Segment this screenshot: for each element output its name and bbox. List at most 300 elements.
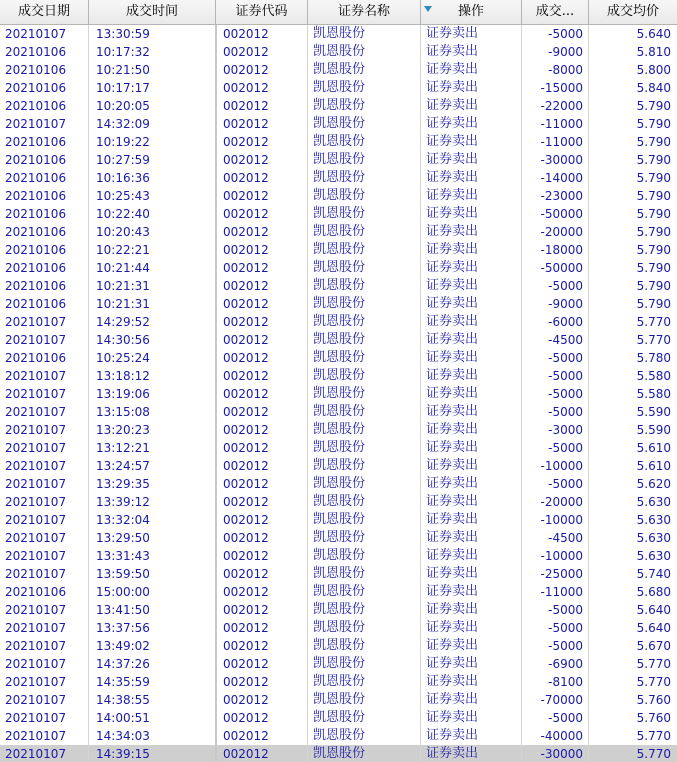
- cell-trade-time: 13:24:57: [96, 459, 150, 473]
- table-row[interactable]: [0, 241, 677, 259]
- cell-operation: 证券卖出: [426, 494, 479, 509]
- cell-security-code: 002012: [223, 477, 269, 491]
- cell-operation: 证券卖出: [426, 206, 479, 221]
- cell-trade-quantity: -6900: [548, 657, 583, 671]
- cell-security-name: 凯恩股份: [313, 44, 366, 59]
- cell-trade-date: 20210107: [5, 405, 67, 419]
- cell-average-price: 5.790: [636, 243, 671, 257]
- cell-security-name: 凯恩股份: [313, 530, 366, 545]
- cell-average-price: 5.770: [636, 675, 671, 689]
- cell-security-name: 凯恩股份: [313, 116, 366, 131]
- cell-operation: 证券卖出: [426, 692, 479, 707]
- cell-average-price: 5.770: [636, 333, 671, 347]
- cell-trade-date: 20210107: [5, 459, 67, 473]
- table-row[interactable]: [0, 439, 677, 457]
- cell-security-name: 凯恩股份: [313, 692, 366, 707]
- cell-average-price: 5.770: [636, 747, 671, 761]
- cell-trade-date: 20210107: [5, 531, 67, 545]
- cell-trade-date: 20210106: [5, 171, 67, 185]
- cell-trade-time: 13:20:23: [96, 423, 150, 437]
- cell-trade-time: 13:29:35: [96, 477, 150, 491]
- cell-security-name: 凯恩股份: [313, 710, 366, 725]
- cell-trade-quantity: -14000: [540, 171, 583, 185]
- table-row[interactable]: [0, 79, 677, 97]
- cell-average-price: 5.790: [636, 207, 671, 221]
- cell-security-name: 凯恩股份: [313, 638, 366, 653]
- table-row[interactable]: [0, 745, 677, 762]
- cell-security-code: 002012: [223, 27, 269, 41]
- column-divider: [88, 25, 89, 762]
- cell-security-name: 凯恩股份: [313, 62, 366, 77]
- table-row[interactable]: [0, 709, 677, 727]
- cell-operation: 证券卖出: [426, 566, 479, 581]
- cell-average-price: 5.800: [636, 63, 671, 77]
- cell-trade-time: 13:18:12: [96, 369, 150, 383]
- cell-trade-time: 13:15:08: [96, 405, 150, 419]
- cell-operation: 证券卖出: [426, 98, 479, 113]
- cell-trade-quantity: -70000: [540, 693, 583, 707]
- cell-security-name: 凯恩股份: [313, 80, 366, 95]
- table-row[interactable]: [0, 457, 677, 475]
- cell-security-code: 002012: [223, 621, 269, 635]
- cell-average-price: 5.680: [636, 585, 671, 599]
- cell-average-price: 5.790: [636, 261, 671, 275]
- table-row[interactable]: [0, 655, 677, 673]
- cell-trade-quantity: -10000: [540, 549, 583, 563]
- table-row[interactable]: [0, 331, 677, 349]
- cell-security-code: 002012: [223, 711, 269, 725]
- column-header-trade-time[interactable]: 成交时间: [89, 0, 216, 24]
- cell-operation: 证券卖出: [426, 224, 479, 239]
- cell-operation: 证券卖出: [426, 296, 479, 311]
- cell-security-name: 凯恩股份: [313, 548, 366, 563]
- cell-average-price: 5.670: [636, 639, 671, 653]
- cell-security-code: 002012: [223, 63, 269, 77]
- cell-security-code: 002012: [223, 495, 269, 509]
- cell-trade-time: 13:31:43: [96, 549, 150, 563]
- cell-operation: 证券卖出: [426, 656, 479, 671]
- cell-trade-time: 10:20:43: [96, 225, 150, 239]
- cell-trade-date: 20210107: [5, 639, 67, 653]
- cell-trade-date: 20210106: [5, 351, 67, 365]
- cell-operation: 证券卖出: [426, 260, 479, 275]
- cell-security-name: 凯恩股份: [313, 98, 366, 113]
- cell-average-price: 5.740: [636, 567, 671, 581]
- cell-trade-quantity: -5000: [548, 711, 583, 725]
- cell-operation: 证券卖出: [426, 422, 479, 437]
- table-row[interactable]: [0, 367, 677, 385]
- cell-trade-time: 10:27:59: [96, 153, 150, 167]
- cell-security-name: 凯恩股份: [313, 152, 366, 167]
- cell-security-name: 凯恩股份: [313, 206, 366, 221]
- cell-operation: 证券卖出: [426, 134, 479, 149]
- cell-security-name: 凯恩股份: [313, 728, 366, 743]
- cell-average-price: 5.780: [636, 351, 671, 365]
- table-row[interactable]: [0, 259, 677, 277]
- cell-average-price: 5.620: [636, 477, 671, 491]
- cell-trade-quantity: -30000: [540, 153, 583, 167]
- cell-security-name: 凯恩股份: [313, 440, 366, 455]
- cell-trade-time: 14:35:59: [96, 675, 150, 689]
- cell-trade-quantity: -3000: [548, 423, 583, 437]
- column-header-security-name[interactable]: 证券名称: [308, 0, 421, 24]
- table-body: [0, 25, 677, 762]
- cell-operation: 证券卖出: [426, 80, 479, 95]
- cell-average-price: 5.610: [636, 441, 671, 455]
- cell-trade-time: 14:30:56: [96, 333, 150, 347]
- cell-security-code: 002012: [223, 207, 269, 221]
- column-header-trade-date[interactable]: 成交日期: [0, 0, 89, 24]
- cell-average-price: 5.760: [636, 711, 671, 725]
- cell-trade-date: 20210106: [5, 207, 67, 221]
- cell-security-code: 002012: [223, 189, 269, 203]
- cell-security-code: 002012: [223, 603, 269, 617]
- cell-security-name: 凯恩股份: [313, 26, 366, 41]
- cell-trade-date: 20210107: [5, 441, 67, 455]
- cell-trade-time: 14:38:55: [96, 693, 150, 707]
- cell-average-price: 5.630: [636, 495, 671, 509]
- cell-trade-date: 20210106: [5, 279, 67, 293]
- cell-average-price: 5.630: [636, 549, 671, 563]
- cell-security-name: 凯恩股份: [313, 404, 366, 419]
- table-row[interactable]: [0, 691, 677, 709]
- cell-trade-date: 20210106: [5, 585, 67, 599]
- cell-trade-date: 20210106: [5, 261, 67, 275]
- cell-trade-time: 13:39:12: [96, 495, 150, 509]
- cell-security-code: 002012: [223, 693, 269, 707]
- cell-security-name: 凯恩股份: [313, 260, 366, 275]
- table-row[interactable]: [0, 529, 677, 547]
- cell-security-name: 凯恩股份: [313, 566, 366, 581]
- cell-trade-date: 20210106: [5, 81, 67, 95]
- table-row[interactable]: [0, 349, 677, 367]
- table-row[interactable]: [0, 493, 677, 511]
- table-row[interactable]: [0, 565, 677, 583]
- table-row[interactable]: [0, 115, 677, 133]
- cell-security-code: 002012: [223, 351, 269, 365]
- cell-trade-quantity: -40000: [540, 729, 583, 743]
- cell-trade-time: 13:19:06: [96, 387, 150, 401]
- cell-trade-date: 20210106: [5, 99, 67, 113]
- table-row[interactable]: [0, 583, 677, 601]
- cell-trade-time: 13:32:04: [96, 513, 150, 527]
- cell-trade-time: 10:25:24: [96, 351, 150, 365]
- cell-trade-quantity: -50000: [540, 207, 583, 221]
- cell-security-name: 凯恩股份: [313, 476, 366, 491]
- cell-trade-quantity: -9000: [548, 297, 583, 311]
- cell-trade-quantity: -9000: [548, 45, 583, 59]
- cell-trade-date: 20210107: [5, 315, 67, 329]
- cell-security-name: 凯恩股份: [313, 296, 366, 311]
- table-row[interactable]: [0, 223, 677, 241]
- cell-trade-quantity: -15000: [540, 81, 583, 95]
- cell-trade-quantity: -5000: [548, 351, 583, 365]
- cell-trade-time: 10:25:43: [96, 189, 150, 203]
- cell-operation: 证券卖出: [426, 26, 479, 41]
- cell-trade-quantity: -20000: [540, 225, 583, 239]
- column-divider: [307, 25, 308, 762]
- cell-trade-time: 10:19:22: [96, 135, 150, 149]
- cell-trade-quantity: -11000: [540, 585, 583, 599]
- table-row[interactable]: [0, 475, 677, 493]
- table-row[interactable]: [0, 385, 677, 403]
- cell-trade-quantity: -5000: [548, 621, 583, 635]
- cell-security-name: 凯恩股份: [313, 170, 366, 185]
- cell-security-name: 凯恩股份: [313, 602, 366, 617]
- cell-trade-date: 20210107: [5, 729, 67, 743]
- cell-trade-time: 14:34:03: [96, 729, 150, 743]
- cell-trade-time: 13:59:50: [96, 567, 150, 581]
- cell-operation: 证券卖出: [426, 512, 479, 527]
- table-row[interactable]: [0, 727, 677, 745]
- cell-security-code: 002012: [223, 567, 269, 581]
- cell-trade-quantity: -10000: [540, 513, 583, 527]
- cell-security-name: 凯恩股份: [313, 368, 366, 383]
- table-row[interactable]: [0, 511, 677, 529]
- column-divider: [521, 25, 522, 762]
- cell-security-name: 凯恩股份: [313, 188, 366, 203]
- cell-trade-quantity: -11000: [540, 117, 583, 131]
- cell-trade-quantity: -5000: [548, 441, 583, 455]
- cell-trade-quantity: -30000: [540, 747, 583, 761]
- cell-operation: 证券卖出: [426, 746, 479, 761]
- cell-security-name: 凯恩股份: [313, 584, 366, 599]
- table-row[interactable]: [0, 187, 677, 205]
- cell-security-code: 002012: [223, 297, 269, 311]
- cell-average-price: 5.630: [636, 531, 671, 545]
- table-row[interactable]: [0, 169, 677, 187]
- cell-trade-date: 20210107: [5, 603, 67, 617]
- table-row[interactable]: [0, 25, 677, 43]
- cell-trade-date: 20210107: [5, 549, 67, 563]
- table-row[interactable]: [0, 277, 677, 295]
- column-header-operation-label: 操作: [457, 4, 484, 19]
- cell-security-name: 凯恩股份: [313, 350, 366, 365]
- cell-operation: 证券卖出: [426, 638, 479, 653]
- sort-descending-icon: [424, 6, 432, 12]
- cell-operation: 证券卖出: [426, 620, 479, 635]
- cell-trade-quantity: -5000: [548, 369, 583, 383]
- cell-average-price: 5.640: [636, 27, 671, 41]
- cell-average-price: 5.770: [636, 315, 671, 329]
- cell-trade-date: 20210107: [5, 693, 67, 707]
- column-header-average-price[interactable]: 成交均价: [606, 4, 659, 19]
- cell-security-name: 凯恩股份: [313, 746, 366, 761]
- cell-trade-time: 14:00:51: [96, 711, 150, 725]
- cell-security-code: 002012: [223, 441, 269, 455]
- cell-trade-date: 20210107: [5, 333, 67, 347]
- table-row[interactable]: [0, 637, 677, 655]
- cell-operation: 证券卖出: [426, 170, 479, 185]
- table-row[interactable]: [0, 133, 677, 151]
- cell-trade-quantity: -5000: [548, 477, 583, 491]
- cell-average-price: 5.640: [636, 621, 671, 635]
- cell-security-code: 002012: [223, 153, 269, 167]
- table-row[interactable]: [0, 61, 677, 79]
- cell-trade-quantity: -20000: [540, 495, 583, 509]
- cell-average-price: 5.790: [636, 297, 671, 311]
- cell-security-code: 002012: [223, 135, 269, 149]
- cell-average-price: 5.590: [636, 405, 671, 419]
- cell-security-name: 凯恩股份: [313, 134, 366, 149]
- cell-average-price: 5.770: [636, 729, 671, 743]
- cell-security-code: 002012: [223, 459, 269, 473]
- cell-trade-date: 20210106: [5, 297, 67, 311]
- cell-trade-date: 20210107: [5, 747, 67, 761]
- cell-security-name: 凯恩股份: [313, 656, 366, 671]
- cell-trade-time: 10:21:44: [96, 261, 150, 275]
- cell-security-code: 002012: [223, 243, 269, 257]
- cell-security-name: 凯恩股份: [313, 674, 366, 689]
- cell-security-code: 002012: [223, 315, 269, 329]
- cell-security-name: 凯恩股份: [313, 278, 366, 293]
- cell-trade-time: 13:37:56: [96, 621, 150, 635]
- cell-security-code: 002012: [223, 405, 269, 419]
- cell-average-price: 5.640: [636, 603, 671, 617]
- cell-operation: 证券卖出: [426, 350, 479, 365]
- cell-average-price: 5.580: [636, 387, 671, 401]
- cell-security-name: 凯恩股份: [313, 224, 366, 239]
- cell-average-price: 5.590: [636, 423, 671, 437]
- table-row[interactable]: [0, 43, 677, 61]
- column-header-operation[interactable]: [421, 0, 522, 24]
- cell-trade-time: 10:21:31: [96, 279, 150, 293]
- cell-trade-quantity: -23000: [540, 189, 583, 203]
- cell-trade-time: 10:22:21: [96, 243, 150, 257]
- cell-trade-date: 20210107: [5, 369, 67, 383]
- table-row[interactable]: [0, 673, 677, 691]
- column-header-security-code[interactable]: 证券代码: [216, 0, 308, 24]
- table-row[interactable]: [0, 403, 677, 421]
- cell-security-name: 凯恩股份: [313, 620, 366, 635]
- cell-security-code: 002012: [223, 657, 269, 671]
- cell-security-code: 002012: [223, 549, 269, 563]
- cell-trade-date: 20210107: [5, 657, 67, 671]
- table-row[interactable]: [0, 295, 677, 313]
- cell-operation: 证券卖出: [426, 404, 479, 419]
- cell-security-code: 002012: [223, 639, 269, 653]
- cell-operation: 证券卖出: [426, 458, 479, 473]
- cell-security-code: 002012: [223, 369, 269, 383]
- cell-security-code: 002012: [223, 225, 269, 239]
- cell-trade-quantity: -6000: [548, 315, 583, 329]
- cell-average-price: 5.790: [636, 99, 671, 113]
- cell-security-code: 002012: [223, 171, 269, 185]
- cell-trade-quantity: -5000: [548, 603, 583, 617]
- cell-trade-date: 20210107: [5, 423, 67, 437]
- cell-trade-time: 10:16:36: [96, 171, 150, 185]
- cell-trade-time: 10:22:40: [96, 207, 150, 221]
- cell-average-price: 5.790: [636, 171, 671, 185]
- cell-trade-quantity: -5000: [548, 639, 583, 653]
- cell-average-price: 5.770: [636, 657, 671, 671]
- cell-trade-date: 20210106: [5, 63, 67, 77]
- column-divider: [588, 25, 589, 762]
- cell-operation: 证券卖出: [426, 530, 479, 545]
- cell-security-code: 002012: [223, 261, 269, 275]
- cell-operation: 证券卖出: [426, 332, 479, 347]
- cell-security-name: 凯恩股份: [313, 494, 366, 509]
- cell-trade-date: 20210106: [5, 153, 67, 167]
- cell-trade-quantity: -11000: [540, 135, 583, 149]
- cell-security-name: 凯恩股份: [313, 332, 366, 347]
- cell-trade-time: 10:20:05: [96, 99, 150, 113]
- cell-security-code: 002012: [223, 387, 269, 401]
- cell-trade-time: 10:21:50: [96, 63, 150, 77]
- cell-trade-date: 20210107: [5, 621, 67, 635]
- cell-security-code: 002012: [223, 333, 269, 347]
- table-row[interactable]: [0, 601, 677, 619]
- cell-operation: 证券卖出: [426, 188, 479, 203]
- cell-trade-quantity: -8000: [548, 63, 583, 77]
- cell-security-name: 凯恩股份: [313, 314, 366, 329]
- cell-average-price: 5.810: [636, 45, 671, 59]
- cell-average-price: 5.790: [636, 117, 671, 131]
- cell-trade-time: 10:17:32: [96, 45, 150, 59]
- cell-trade-date: 20210107: [5, 675, 67, 689]
- cell-average-price: 5.840: [636, 81, 671, 95]
- cell-trade-quantity: -18000: [540, 243, 583, 257]
- cell-trade-time: 14:29:52: [96, 315, 150, 329]
- cell-security-code: 002012: [223, 99, 269, 113]
- cell-average-price: 5.790: [636, 153, 671, 167]
- column-divider: [215, 25, 217, 762]
- cell-security-name: 凯恩股份: [313, 242, 366, 257]
- cell-trade-time: 13:41:50: [96, 603, 150, 617]
- table-row[interactable]: [0, 313, 677, 331]
- cell-operation: 证券卖出: [426, 476, 479, 491]
- cell-security-code: 002012: [223, 747, 269, 761]
- cell-trade-quantity: -5000: [548, 279, 583, 293]
- cell-trade-time: 13:12:21: [96, 441, 150, 455]
- cell-operation: 证券卖出: [426, 314, 479, 329]
- table-row[interactable]: [0, 547, 677, 565]
- cell-trade-date: 20210107: [5, 387, 67, 401]
- cell-operation: 证券卖出: [426, 674, 479, 689]
- cell-security-name: 凯恩股份: [313, 422, 366, 437]
- cell-trade-date: 20210106: [5, 135, 67, 149]
- cell-operation: 证券卖出: [426, 44, 479, 59]
- cell-operation: 证券卖出: [426, 386, 479, 401]
- cell-trade-date: 20210107: [5, 117, 67, 131]
- cell-operation: 证券卖出: [426, 710, 479, 725]
- cell-trade-date: 20210106: [5, 189, 67, 203]
- column-header-trade-quantity[interactable]: 成交...: [522, 0, 589, 24]
- table-row[interactable]: [0, 205, 677, 223]
- table-row[interactable]: [0, 151, 677, 169]
- table-row[interactable]: [0, 619, 677, 637]
- cell-trade-date: 20210107: [5, 513, 67, 527]
- cell-security-name: 凯恩股份: [313, 386, 366, 401]
- cell-operation: 证券卖出: [426, 152, 479, 167]
- cell-security-code: 002012: [223, 423, 269, 437]
- cell-trade-quantity: -22000: [540, 99, 583, 113]
- table-row[interactable]: [0, 421, 677, 439]
- cell-average-price: 5.610: [636, 459, 671, 473]
- cell-security-code: 002012: [223, 513, 269, 527]
- column-divider: [420, 25, 421, 762]
- cell-trade-date: 20210107: [5, 567, 67, 581]
- cell-trade-date: 20210107: [5, 27, 67, 41]
- cell-security-code: 002012: [223, 45, 269, 59]
- cell-security-code: 002012: [223, 675, 269, 689]
- cell-trade-date: 20210107: [5, 711, 67, 725]
- cell-trade-time: 14:39:15: [96, 747, 150, 761]
- table-row[interactable]: [0, 97, 677, 115]
- cell-trade-quantity: -8100: [548, 675, 583, 689]
- cell-operation: 证券卖出: [426, 548, 479, 563]
- cell-security-code: 002012: [223, 279, 269, 293]
